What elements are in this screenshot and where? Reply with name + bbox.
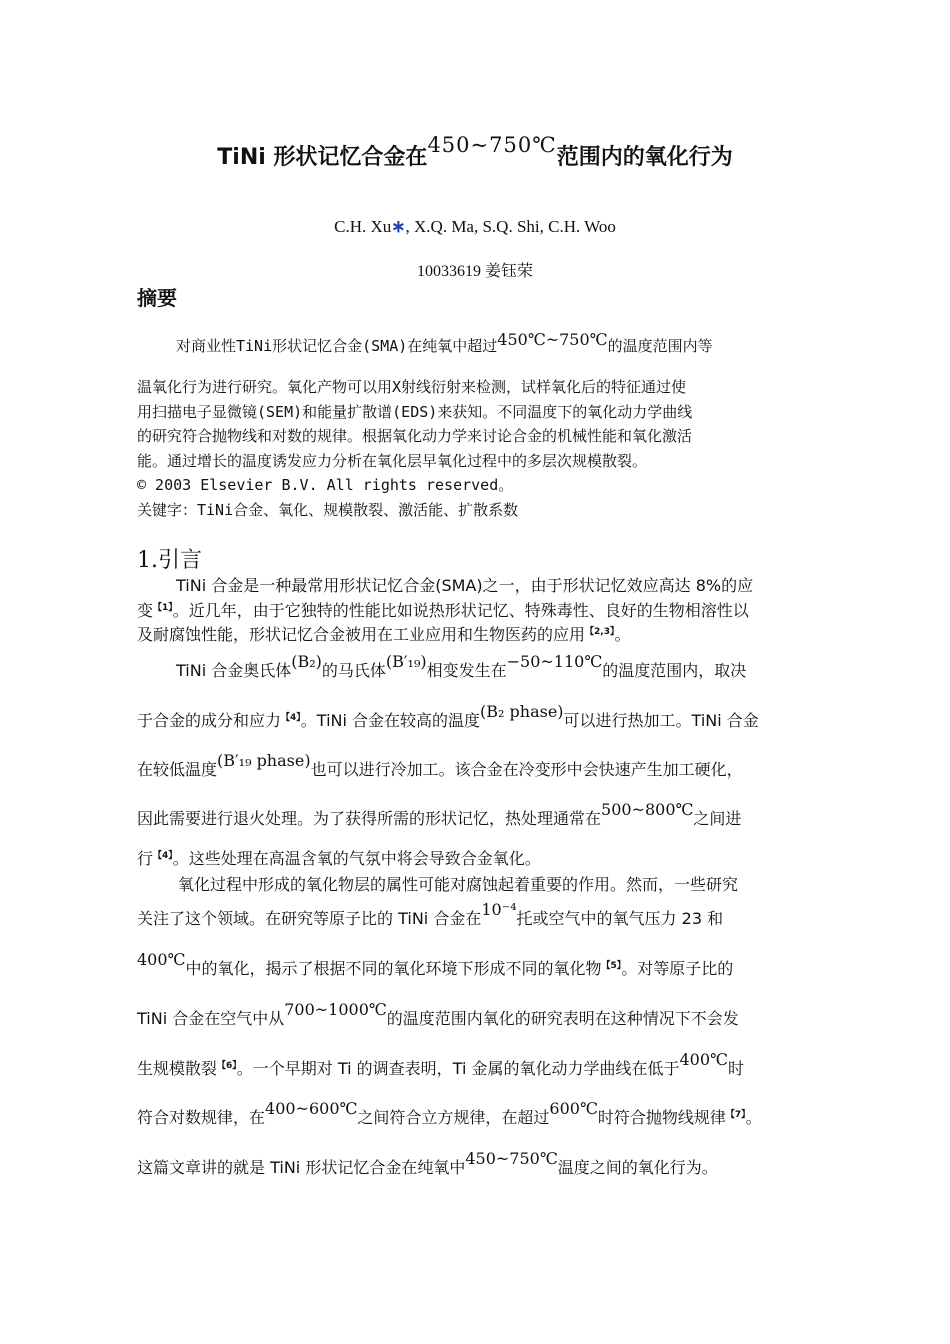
body-text: 于合金的成分和应力 xyxy=(137,711,282,730)
body-line xyxy=(137,950,734,979)
title-temperature-range: 450~750℃ xyxy=(427,133,557,157)
citation: 【4】 xyxy=(153,851,173,861)
body-text: 。对等原子比的 xyxy=(621,959,734,978)
body-line xyxy=(137,622,630,645)
citation: 【7】 xyxy=(725,1110,746,1120)
body-text: 温度之间的氧化行为。 xyxy=(557,1158,718,1177)
title-suffix: 范围内的氧化行为 xyxy=(556,145,733,170)
inline-math: 500~800℃ xyxy=(601,800,694,819)
body-line xyxy=(137,846,541,869)
body-text: 符合对数规律，在 xyxy=(137,1108,266,1127)
body-line: 氧化过程中形成的氧化物层的属性可能对腐蚀起着重要的作用。然而，一些研究 xyxy=(178,875,739,894)
body-text: 。TiNi 合金在较高的温度 xyxy=(300,711,481,730)
body-text: 变 xyxy=(137,601,154,620)
body-line xyxy=(137,702,759,731)
inline-math: 600℃ xyxy=(549,1099,598,1118)
inline-math: 400~600℃ xyxy=(265,1099,358,1118)
citation: 【2,3】 xyxy=(585,627,615,637)
authors-rest: , X.Q. Ma, S.Q. Shi, C.H. Woo xyxy=(405,217,616,236)
body-line xyxy=(137,1000,739,1029)
inline-math: 450~750℃ xyxy=(465,1149,558,1168)
abstract-line-1 xyxy=(176,330,713,356)
body-text: 因此需要进行退火处理。为了获得所需的形状记忆，热处理通常在 xyxy=(137,809,602,828)
body-line xyxy=(137,800,742,829)
abstract-line-4: 的研究符合抛物线和对数的规律。根据氧化动力学来讨论合金的机械性能和氧化激活 xyxy=(137,427,693,445)
body-text: 也可以进行冷加工。该合金在冷变形中会快速产生加工硬化， xyxy=(310,760,743,779)
body-line xyxy=(137,1149,718,1178)
abstract-text: 的温度范围内等 xyxy=(607,337,713,355)
title-prefix: TiNi 形状记忆合金在 xyxy=(217,145,428,170)
section-heading-introduction: 1.引言 xyxy=(137,548,202,573)
inline-math: 400℃ xyxy=(137,950,186,969)
body-line xyxy=(137,1050,744,1079)
body-text: 。近几年，由于它独特的性能比如说热形状记忆、特殊毒性、良好的生物相溶性以 xyxy=(172,601,749,620)
inline-math: −50~110℃ xyxy=(506,652,603,671)
abstract-line-2: 温氧化行为进行研究。氧化产物可以用X射线衍射来检测，试样氧化后的特征通过使 xyxy=(137,378,687,396)
body-text: 在较低温度 xyxy=(137,760,218,779)
document-title xyxy=(0,133,950,171)
inline-math: (B′₁₉ phase) xyxy=(217,751,311,770)
body-text: 。 xyxy=(614,625,631,644)
abstract-line-5: 能。通过增长的温度诱发应力分析在氧化层早氧化过程中的多层次规模散裂。 xyxy=(137,452,648,470)
body-text: 可以进行热加工。TiNi 合金 xyxy=(563,711,759,730)
body-text: TiNi 合金在空气中从 xyxy=(137,1009,285,1028)
body-text: 。一个早期对 Ti 的调查表明，Ti 金属的氧化动力学曲线在低于 xyxy=(236,1059,680,1078)
abstract-text: 对商业性TiNi形状记忆合金(SMA)在纯氧中超过 xyxy=(176,337,498,355)
body-text: 的温度范围内，取决 xyxy=(602,661,747,680)
inline-math: 400℃ xyxy=(679,1050,728,1069)
citation: 【6】 xyxy=(217,1061,237,1071)
body-line xyxy=(137,900,724,929)
inline-math: 10⁻⁴ xyxy=(481,900,517,919)
abstract-math: 450℃~750℃ xyxy=(497,330,608,349)
citation: 【5】 xyxy=(601,961,622,971)
inline-math: (B₂) xyxy=(291,652,322,671)
authors-first: C.H. Xu xyxy=(334,217,392,236)
body-line xyxy=(137,751,743,780)
body-text: 之间符合立方规律，在超过 xyxy=(357,1108,550,1127)
body-line xyxy=(176,652,747,681)
body-text: 及耐腐蚀性能，形状记忆合金被用在工业应用和生物医药的应用 xyxy=(137,625,586,644)
body-text: TiNi 合金奥氏体 xyxy=(176,661,292,680)
body-text: 生规模散裂 xyxy=(137,1059,218,1078)
body-text: 这篇文章讲的就是 TiNi 形状记忆合金在纯氧中 xyxy=(137,1158,466,1177)
corresponding-author-star: ∗ xyxy=(391,217,406,236)
body-text: 相变发生在 xyxy=(426,661,507,680)
body-text: 中的氧化，揭示了根据不同的氧化环境下形成不同的氧化物 xyxy=(185,959,602,978)
citation: 【1】 xyxy=(153,603,173,613)
abstract-heading: 摘要 xyxy=(137,286,177,310)
authors-line xyxy=(0,217,950,237)
body-text: 时 xyxy=(727,1059,744,1078)
body-text: 关注了这个领域。在研究等原子比的 TiNi 合金在 xyxy=(137,909,482,928)
body-text: 。这些处理在高温含氧的气氛中将会导致合金氧化。 xyxy=(172,849,541,868)
body-text: 。 xyxy=(745,1108,762,1127)
inline-math: 700~1000℃ xyxy=(284,1000,387,1019)
body-line xyxy=(137,1099,762,1128)
abstract-line-3: 用扫描电子显微镜(SEM)和能量扩散谱(EDS)来获知。不同温度下的氧化动力学曲线 xyxy=(137,403,693,421)
inline-math: (B₂ phase) xyxy=(480,702,564,721)
student-id-name: 10033619 姜钰荣 xyxy=(416,263,533,280)
keywords-line: 关键字：TiNi合金、氧化、规模散裂、激活能、扩散系数 xyxy=(137,501,519,519)
citation: 【4】 xyxy=(281,713,301,723)
body-text: 行 xyxy=(137,849,154,868)
body-text: 托或空气中的氧气压力 23 和 xyxy=(516,909,724,928)
body-line xyxy=(137,598,749,621)
body-line: TiNi 合金是一种最常用形状记忆合金(SMA)之一，由于形状记忆效应高达 8%的应 xyxy=(176,576,754,595)
body-text: 的马氏体 xyxy=(321,661,386,680)
body-text: 时符合抛物线规律 xyxy=(597,1108,726,1127)
copyright-line: © 2003 Elsevier B.V. All rights reserved。 xyxy=(137,476,514,494)
body-text: 之间进 xyxy=(693,809,742,828)
inline-math: (B′₁₉) xyxy=(385,652,427,671)
body-text: 的温度范围内氧化的研究表明在这种情况下不会发 xyxy=(386,1009,739,1028)
